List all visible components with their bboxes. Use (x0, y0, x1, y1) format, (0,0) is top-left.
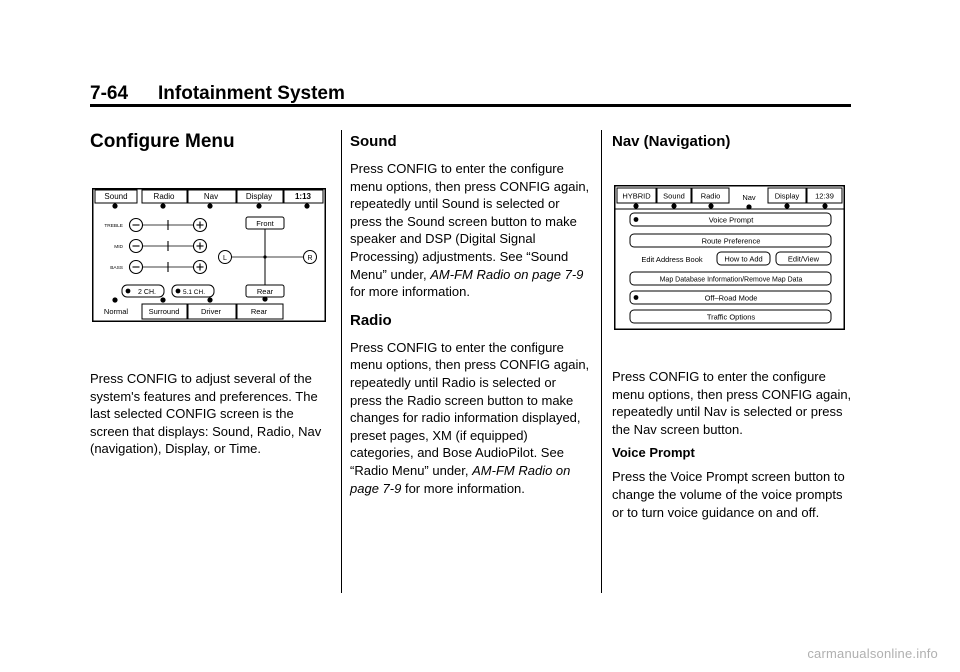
rear-label[interactable]: Rear (250, 307, 268, 316)
tab-display[interactable]: Display (245, 192, 273, 201)
route-preference-button-label[interactable]: Route Preference (701, 236, 761, 246)
right-balance-label[interactable]: R (307, 255, 313, 262)
radio-heading: Radio (350, 311, 392, 329)
watermark: carmanualsonline.info (807, 646, 938, 661)
tab-radio[interactable]: Radio (700, 191, 721, 201)
radio-reference: AM-FM Radio on page 7-9 (350, 462, 571, 496)
hybrid-tab-label[interactable]: HYBRID (622, 191, 651, 201)
map-database-button-label[interactable]: Map Database Information/Remove Map Data (659, 276, 803, 284)
page-number: 7-64 (90, 83, 129, 104)
how-to-add-button-label[interactable]: How to Add (724, 254, 763, 264)
radio-body (350, 339, 590, 497)
2ch-button-label[interactable]: 2 CH. (138, 289, 156, 296)
header-rule (90, 104, 851, 107)
traffic-options-button-label[interactable]: Traffic Options (706, 312, 756, 322)
nav-config-figure (614, 185, 845, 335)
clock-label: 1:13 (294, 192, 312, 201)
column-divider-2 (601, 130, 602, 593)
sound-reference: AM-FM Radio on page 7-9 (430, 266, 584, 282)
sound-config-figure (92, 188, 326, 327)
page-header (90, 82, 850, 106)
sound-body (350, 160, 590, 301)
configure-menu-heading: Configure Menu (90, 131, 235, 152)
treble-label: TREBLE (104, 224, 123, 229)
column-2 (350, 128, 590, 497)
chapter-title: Infotainment System (158, 83, 345, 104)
normal-label[interactable]: Normal (103, 307, 129, 316)
voice-prompt-heading: Voice Prompt (612, 445, 695, 461)
radio-text-end: for more information. (404, 480, 525, 496)
nav-config-screen (614, 185, 845, 330)
tab-nav[interactable]: Nav (742, 193, 756, 202)
nav-body: Press CONFIG to enter the configure menu options, then press CONFIG again, repeatedly until Nav is selected or press the Nav screen button. (612, 369, 852, 437)
tab-nav[interactable]: Nav (203, 192, 219, 201)
configure-menu-body: Press CONFIG to adjust several of the system's features and preferences. The last selected CONFIG screen is the screen that displays: Sound, Radio, Nav (navigation), Display, or Time. (90, 371, 322, 457)
5-1ch-button-label[interactable]: 5.1 CH. (182, 289, 206, 296)
left-balance-label[interactable]: L (223, 255, 227, 262)
tab-display[interactable]: Display (774, 191, 800, 201)
column-divider-1 (341, 130, 342, 593)
front-button-label[interactable]: Front (256, 219, 274, 228)
surround-label[interactable]: Surround (148, 307, 180, 316)
rear-fade-button-label[interactable]: Rear (256, 287, 274, 296)
edit-view-button-label[interactable]: Edit/View (787, 254, 820, 264)
radio-text: Press CONFIG to enter the configure menu options, then press CONFIG again, repeatedly until Radio is selected or press the Radio screen button to make changes for radio information displayed, preset pages, XM (if equipped) categories, and Bose AudioPilot. See “Radio Menu” under, (350, 339, 590, 478)
driver-label[interactable]: Driver (201, 307, 221, 316)
mid-label: MID (114, 245, 123, 250)
sound-heading: Sound (350, 133, 397, 150)
sound-text-end: for more information. (350, 284, 470, 300)
sound-config-screen (92, 188, 326, 322)
voice-prompt-body: Press the Voice Prompt screen button to change the volume of the voice prompts or to turn voice guidance on and off. (612, 469, 845, 520)
tab-sound[interactable]: Sound (663, 191, 685, 201)
voice-prompt-button-label[interactable]: Voice Prompt (708, 215, 754, 225)
bass-label: BASS (110, 266, 123, 271)
off-road-mode-button-label[interactable]: Off–Road Mode (704, 293, 758, 303)
clock-label: 12:39 (815, 191, 834, 201)
sound-text: Press CONFIG to enter the configure menu options, then press CONFIG again, repeatedly until Sound is selected or press the Sound screen button to make speaker and DSP (Digital Signal Processing) adjustments. See “Sound Menu” under, (350, 161, 590, 282)
tab-sound[interactable]: Sound (104, 192, 128, 201)
edit-address-book-label: Edit Address Book (641, 255, 703, 264)
nav-heading: Nav (Navigation) (612, 133, 731, 150)
tab-radio[interactable]: Radio (153, 192, 175, 201)
